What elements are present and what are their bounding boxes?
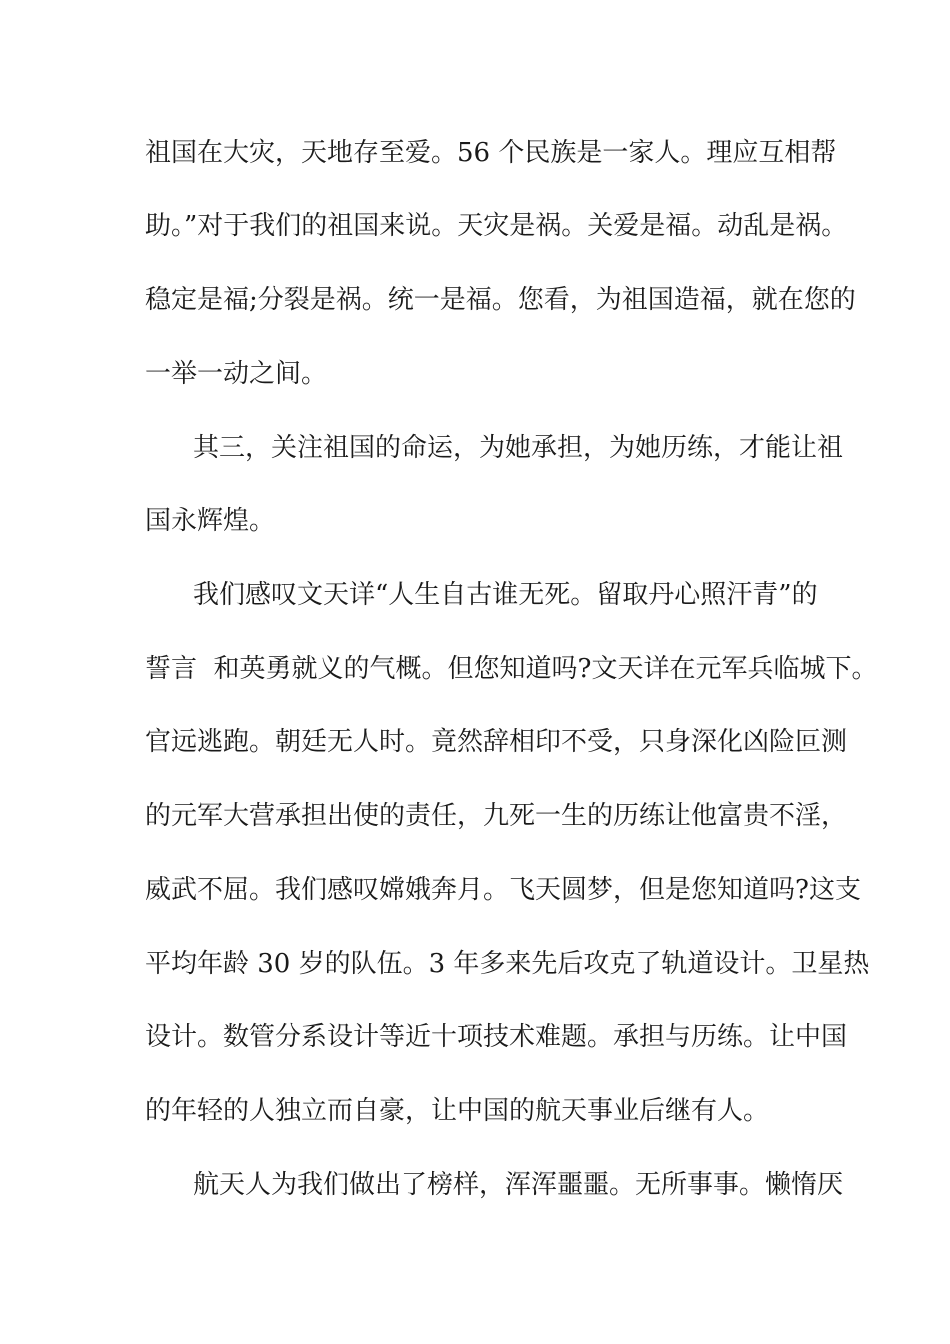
text-line: 一举一动之间。	[145, 359, 328, 389]
text-line: 的元军大营承担出使的责任，九死一生的历练让他富贵不淫，	[145, 801, 848, 831]
text-line: 稳定是福;分裂是祸。统一是福。您看，为祖国造福，就在您的	[145, 285, 856, 315]
text-line: 官远逃跑。朝廷无人时。竟然辞相印不受，只身深化凶险叵测	[145, 727, 848, 757]
text-line: 威武不屈。我们感叹嫦娥奔月。飞天圆梦，但是您知道吗?这支	[145, 875, 861, 905]
text-line: 设计。数管分系设计等近十项技术难题。承担与历练。让中国	[145, 1022, 848, 1052]
paragraph-first-line: 我们感叹文天详“人生自古谁无死。留取丹心照汗青”的	[193, 580, 818, 610]
text-line: 平均年龄 30 岁的队伍。3 年多来先后攻克了轨道设计。卫星热	[145, 949, 870, 979]
text-line: 助。”对于我们的祖国来说。天灾是祸。关爱是福。动乱是祸。	[145, 211, 848, 241]
paragraph-first-line: 航天人为我们做出了榜样，浑浑噩噩。无所事事。懒惰厌	[193, 1170, 844, 1200]
paragraph-first-line: 其三，关注祖国的命运，为她承担，为她历练，才能让祖	[193, 433, 844, 463]
text-line: 国永辉煌。	[145, 506, 276, 536]
text-line: 誓言 和英勇就义的气概。但您知道吗?文天详在元军兵临城下。	[145, 654, 878, 684]
text-line: 的年轻的人独立而自豪，让中国的航天事业后继有人。	[145, 1096, 770, 1126]
text-line: 祖国在大灾，天地存至爱。56 个民族是一家人。理应互相帮	[145, 138, 837, 168]
